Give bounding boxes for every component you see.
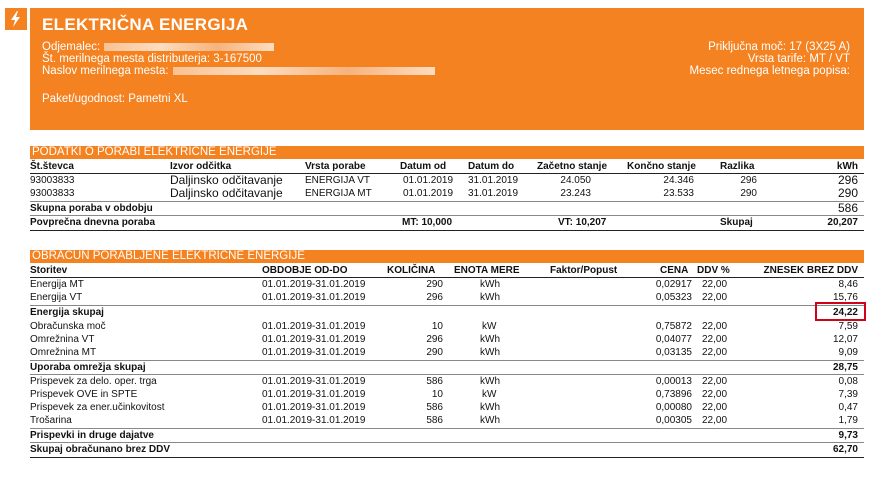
poraba-header-row bbox=[30, 160, 864, 173]
skupaj-row bbox=[30, 443, 864, 456]
cell: 22,00 bbox=[702, 321, 728, 332]
cell: 8,46 bbox=[838, 279, 858, 290]
obracun-header-row bbox=[30, 264, 864, 277]
cell: 0,05323 bbox=[655, 292, 692, 303]
cell: 22,00 bbox=[702, 279, 728, 290]
cell: 31.01.2019 bbox=[468, 188, 519, 199]
omrezja-value: 28,75 bbox=[832, 362, 858, 373]
cell: 7,59 bbox=[838, 321, 858, 332]
col-header: Št.števca bbox=[30, 161, 74, 172]
col-header: Izvor odčitka bbox=[170, 161, 232, 172]
cell: 296 bbox=[426, 292, 443, 303]
cell: 586 bbox=[426, 402, 443, 413]
col-header: KOLIČINA bbox=[387, 265, 436, 276]
table-row bbox=[30, 291, 864, 304]
table-row bbox=[30, 320, 864, 333]
cell: kWh bbox=[480, 347, 500, 358]
cell: Prispevek OVE in SPTE bbox=[30, 389, 138, 400]
cell: 24.346 bbox=[663, 175, 694, 186]
col-header: Vrsta porabe bbox=[305, 161, 366, 172]
skupna-poraba-row bbox=[30, 202, 864, 215]
cell: 586 bbox=[426, 376, 443, 387]
prispevki-label: Prispevki in druge dajatve bbox=[30, 430, 154, 441]
cell: Energija MT bbox=[30, 279, 84, 290]
cell: 01.01.2019-31.01.2019 bbox=[262, 376, 366, 387]
col-header: DDV % bbox=[697, 265, 730, 276]
paket: Paket/ugodnost: Pametni XL bbox=[42, 93, 188, 105]
cell: 01.01.2019-31.01.2019 bbox=[262, 334, 366, 345]
col-header: Končno stanje bbox=[627, 161, 696, 172]
cell: Trošarina bbox=[30, 415, 72, 426]
redacted-text bbox=[104, 43, 274, 51]
col-header: Storitev bbox=[30, 265, 68, 276]
col-header: kWh bbox=[836, 161, 858, 172]
odjemalec-line bbox=[42, 41, 274, 53]
cell: 01.01.2019 bbox=[403, 175, 454, 186]
col-header: CENA bbox=[660, 265, 689, 276]
lightning-icon bbox=[5, 8, 27, 30]
table-row bbox=[30, 346, 864, 359]
cell: 10 bbox=[431, 321, 443, 332]
cell: 22,00 bbox=[702, 415, 728, 426]
povprecna-row bbox=[30, 216, 864, 229]
cell: ENERGIJA VT bbox=[305, 175, 371, 186]
cell: 7,39 bbox=[838, 389, 858, 400]
cell: kWh bbox=[480, 402, 500, 413]
header-panel bbox=[30, 8, 864, 130]
cell: 01.01.2019-31.01.2019 bbox=[262, 321, 366, 332]
cell: Daljinsko odčitavanje bbox=[170, 186, 283, 200]
cell: 22,00 bbox=[702, 376, 728, 387]
cell: 0,02917 bbox=[655, 279, 692, 290]
redacted-text bbox=[173, 67, 435, 75]
cell: 01.01.2019-31.01.2019 bbox=[262, 402, 366, 413]
table-row bbox=[30, 278, 864, 291]
cell: 0,00080 bbox=[655, 402, 692, 413]
cell: Daljinsko odčitavanje bbox=[170, 173, 283, 187]
cell: 01.01.2019-31.01.2019 bbox=[262, 389, 366, 400]
cell: 12,07 bbox=[832, 334, 858, 345]
cell: ENERGIJA MT bbox=[305, 188, 372, 199]
energija-skupaj-value: 24,22 bbox=[832, 307, 858, 318]
table-row bbox=[30, 333, 864, 346]
povprecna-label: Povprečna dnevna poraba bbox=[30, 217, 156, 228]
cell: 93003833 bbox=[30, 175, 75, 186]
table-row bbox=[30, 187, 864, 200]
cell: 93003833 bbox=[30, 188, 75, 199]
cell: 290 bbox=[426, 347, 443, 358]
cell: 31.01.2019 bbox=[468, 175, 519, 186]
table-row bbox=[30, 375, 864, 388]
skupaj-label: Skupaj bbox=[720, 217, 753, 228]
odjemalec-label: Odjemalec: bbox=[42, 41, 101, 53]
obracun-section-title: OBRAČUN PORABLJENE ELEKTRIČNE ENERGIJE bbox=[30, 250, 864, 263]
cell: 0,03135 bbox=[655, 347, 692, 358]
poraba-section-title: PODATKI O PORABI ELEKTRIČNE ENERGIJE bbox=[30, 146, 864, 159]
merilno-mesto: Št. merilnega mesta distributerja: 3-167500 bbox=[42, 53, 262, 65]
energija-skupaj-row bbox=[30, 306, 864, 319]
cell: 0,04077 bbox=[655, 334, 692, 345]
omrezja-skupaj-row bbox=[30, 361, 864, 374]
highlight-box bbox=[815, 302, 866, 321]
cell: 10 bbox=[431, 389, 443, 400]
cell: 22,00 bbox=[702, 389, 728, 400]
cell: 290 bbox=[837, 186, 858, 200]
col-header: Razlika bbox=[720, 161, 755, 172]
cell: 15,76 bbox=[832, 292, 858, 303]
table-row bbox=[30, 401, 864, 414]
col-header: OBDOBJE OD-DO bbox=[262, 265, 348, 276]
skupna-value: 586 bbox=[837, 201, 858, 215]
naslov-line bbox=[42, 65, 435, 77]
cell: kW bbox=[482, 389, 497, 400]
table-row bbox=[30, 388, 864, 401]
col-header: Datum od bbox=[400, 161, 447, 172]
cell: Obračunska moč bbox=[30, 321, 106, 332]
col-header: ZNESEK BREZ DDV bbox=[763, 265, 858, 276]
cell: 22,00 bbox=[702, 402, 728, 413]
cell: 01.01.2019-31.01.2019 bbox=[262, 279, 366, 290]
cell: 01.01.2019 bbox=[403, 188, 454, 199]
cell: 0,73896 bbox=[655, 389, 692, 400]
cell: 22,00 bbox=[702, 292, 728, 303]
skupaj-value: 20,207 bbox=[827, 217, 858, 228]
cell: Omrežnina VT bbox=[30, 334, 95, 345]
cell: 0,00013 bbox=[655, 376, 692, 387]
cell: 0,00305 bbox=[655, 415, 692, 426]
col-header: Začetno stanje bbox=[537, 161, 608, 172]
cell: 01.01.2019-31.01.2019 bbox=[262, 415, 366, 426]
prispevki-row bbox=[30, 429, 864, 442]
cell: kWh bbox=[480, 292, 500, 303]
omrezja-label: Uporaba omrežja skupaj bbox=[30, 362, 146, 373]
cell: Prispevek za delo. oper. trga bbox=[30, 376, 157, 387]
naslov-label: Naslov merilnega mesta: bbox=[42, 65, 169, 77]
cell: kWh bbox=[480, 334, 500, 345]
header-title: ELEKTRIČNA ENERGIJA bbox=[42, 15, 249, 34]
skupaj-label: Skupaj obračunano brez DDV bbox=[30, 444, 171, 455]
povprecna-vt: VT: 10,207 bbox=[558, 217, 607, 228]
table-row bbox=[30, 174, 864, 187]
cell: 296 bbox=[426, 334, 443, 345]
cell: 23.533 bbox=[663, 188, 694, 199]
cell: 22,00 bbox=[702, 347, 728, 358]
prikljucna-moc: Priključna moč: 17 (3X25 A) bbox=[708, 41, 850, 53]
cell: Prispevek za ener.učinkovitost bbox=[30, 402, 165, 413]
col-header: Faktor/Popust bbox=[550, 265, 618, 276]
cell: 23.243 bbox=[560, 188, 591, 199]
mesec-popisa: Mesec rednega letnega popisa: bbox=[689, 65, 850, 77]
cell: Omrežnina MT bbox=[30, 347, 97, 358]
cell: 01.01.2019-31.01.2019 bbox=[262, 347, 366, 358]
prispevki-value: 9,73 bbox=[838, 430, 858, 441]
cell: 296 bbox=[740, 175, 757, 186]
cell: 0,08 bbox=[838, 376, 858, 387]
cell: kWh bbox=[480, 279, 500, 290]
cell: 586 bbox=[426, 415, 443, 426]
cell: 24.050 bbox=[560, 175, 591, 186]
skupna-label: Skupna poraba v obdobju bbox=[30, 203, 153, 214]
cell: 9,09 bbox=[838, 347, 858, 358]
cell: 296 bbox=[837, 173, 858, 187]
vrsta-tarife: Vrsta tarife: MT / VT bbox=[747, 53, 850, 65]
energija-skupaj-label: Energija skupaj bbox=[30, 307, 104, 318]
cell: kWh bbox=[480, 415, 500, 426]
cell: 01.01.2019-31.01.2019 bbox=[262, 292, 366, 303]
cell: 0,47 bbox=[838, 402, 858, 413]
col-header: Datum do bbox=[468, 161, 515, 172]
povprecna-mt: MT: 10,000 bbox=[402, 217, 453, 228]
cell: 290 bbox=[426, 279, 443, 290]
cell: 1,79 bbox=[838, 415, 858, 426]
cell: Energija VT bbox=[30, 292, 83, 303]
col-header: ENOTA MERE bbox=[454, 265, 520, 276]
skupaj-value: 62,70 bbox=[832, 444, 858, 455]
cell: kW bbox=[482, 321, 497, 332]
cell: kWh bbox=[480, 376, 500, 387]
cell: 0,75872 bbox=[655, 321, 692, 332]
table-row bbox=[30, 414, 864, 427]
cell: 290 bbox=[740, 188, 757, 199]
cell: 22,00 bbox=[702, 334, 728, 345]
